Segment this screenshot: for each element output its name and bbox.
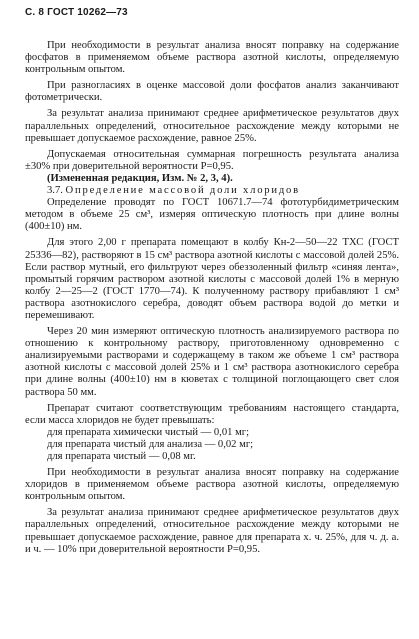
section-title: Определение массовой доли хлоридов — [65, 185, 300, 197]
section-heading — [25, 185, 399, 197]
paragraph-error-phosphates: Допускаемая относительная суммарная погрешность результата анализа ±30% при доверительной вероятности P=0,95. — [25, 148, 399, 172]
paragraph-method: Определение проводят по ГОСТ 10671.7—74 фототурбидиметрическим методом в объеме 25 см³, измеряя оптическую плотность при длине волны (400±10) нм. — [25, 197, 399, 233]
section-number: 3.7. — [47, 185, 63, 197]
list-item: для препарата чистый для анализа — 0,02 мг; — [47, 438, 254, 450]
page-header: С. 8 ГОСТ 10262—73 — [25, 7, 128, 18]
list-item: для препарата чистый — 0,08 мг. — [47, 451, 196, 462]
paragraph-result-phosphates: За результат анализа принимают среднее арифметическое результатов двух параллельных определений, относительное расхождение между которыми не превышает допускаемое расхождение, равное 25%. — [25, 108, 399, 144]
document-body — [25, 40, 399, 556]
list-item: для препарата химически чистый — 0,01 мг; — [47, 426, 250, 438]
paragraph-requirements: Препарат считают соответствующим требованиям настоящего стандарта, если масса хлоридов не будет превышать: — [25, 402, 399, 426]
edition-note: (Измененная редакция, Изм. № 2, 3, 4). — [47, 172, 233, 184]
paragraph-preparation: Для этого 2,00 г препарата помещают в колбу Кн-2—50—22 ТХС (ГОСТ 25336—82), растворяют в 15 см³ раствора азотной кислоты с массовой долей 25%. Если раствор мутный, его фильтруют через обеззоленный фильтр «синяя лента», промытый горячим раствором азотной кислоты с массовой долей 1% в мерную колбу 2—25—2 (ГОСТ 1770—74). К полученному раствору прибавляют 1 см³ раствора азотнокислого серебра, доводят объем раствора водой до метки и перемешивают. — [25, 237, 399, 321]
paragraph-result-chlorides: За результат анализа принимают среднее арифметическое результатов двух параллельных определений, относительное расхождение между которыми не превышает допускаемое расхождение, равное для препарата х. ч. 25%, для ч. д. а. и ч. — 10% при доверительной вероятности P=0,95. — [25, 507, 399, 555]
chloride-limits-list — [25, 427, 399, 463]
paragraph-measurement: Через 20 мин измеряют оптическую плотность анализируемого раствора по отношению к контрольному раствору, приготовленному одновременно с анализируемыми растворами и содержащему в таком же объеме 1 см³ раствора азотной кислоты с массовой долей 25% и 1 см³ раствора азотнокислого серебра при длине волны (400±10) нм в кюветах с толщиной поглощающего свет слоя раствора 50 мм. — [25, 326, 399, 398]
paragraph-photometric: При разногласиях в оценке массовой доли фосфатов анализ заканчивают фотометрически. — [25, 80, 399, 104]
paragraph-chloride-correction: При необходимости в результат анализа вносят поправку на содержание хлоридов в применяемом объеме раствора азотной кислоты, определяемую контрольным опытом. — [25, 467, 399, 503]
paragraph-phosphate-correction: При необходимости в результат анализа вносят поправку на содержание фосфатов в применяемом объеме раствора азотной кислоты, определяемую контрольным опытом. — [25, 40, 399, 76]
